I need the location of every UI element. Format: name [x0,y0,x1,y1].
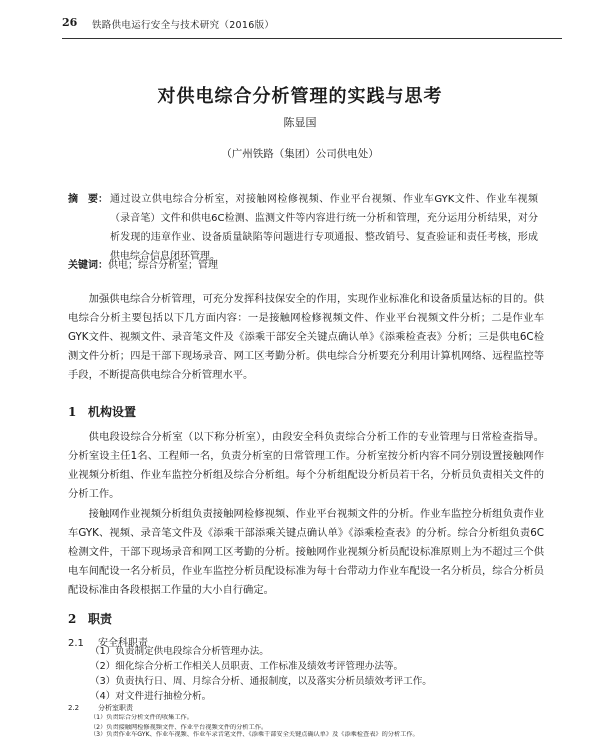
section-heading [68,610,112,627]
section-title: 职责 [88,612,113,626]
list-item: （2）负责接触网检修视频文件、作业平台视频文件的分析工作。 [90,724,268,731]
subsection-number: 2.1 [68,638,84,649]
keywords-label: 关键词： [68,260,108,271]
list-item: （1）负责综合分析文件的收集工作。 [90,714,193,721]
list-item: （4）对文件进行抽检分析。 [90,691,212,702]
abstract [68,190,538,266]
author-name: 陈显国 [283,116,317,129]
intro-paragraph: 加强供电综合分析管理，可充分发挥科技保安全的作用，实现作业标准化和设备质量达标的目的。供电综合分析主要包括以下几方面内容：一是接触网检修视频文件、作业平台视频文件分析；二是作业车GYK文件、视频文件、录音笔文件及《添乘干部安全关键点确认单》《添乘检查表》分析；三是供电6C检测文件分析；四是干部下现场录音、网工区考勤分析。供电综合分析要充分利用计算机网络、远程监控等手段，不断提高供电综合分析管理水平。 [68,293,544,381]
list-item: （3）负责作业车GYK、作业车视频、作业车录音笔文件、《添乘干部安全关键点确认单》及《添乘检查表》的分析工作。 [90,731,419,738]
section-number: 2 [68,612,77,626]
keywords [68,256,538,271]
subsection-title: 分析室职责 [98,704,133,712]
running-title: 铁路供电运行安全与技术研究（2016版） [92,20,275,31]
abstract-label: 摘 要： [68,194,108,205]
abstract-text: 通过设立供电综合分析室，对接触网检修视频、作业平台视频、作业车GYK文件、作业车视频（录音笔）文件和供电6C检测、监测文件等内容进行统一分析和管理，充分运用分析结果，对分析发现的违章作业、设备质量缺陷等问题进行专项通报、整改销号、复查验证和责任考核，形成供电综合信息闭环管理。 [110,194,538,262]
subsection-number: 2.2 [68,704,80,712]
page-number: 26 [62,16,78,29]
author-affiliation: （广州铁路（集团）公司供电处） [221,148,379,160]
body-paragraph: 供电段设综合分析室（以下称分析室），由段安全科负责综合分析工作的专业管理与日常检查指导。分析室设主任1名、工程师一名，负责分析室的日常管理工作。分析室按分析内容不同分别设置接触网作业视频分析组、作业车监控分析组及综合分析组。每个分析组配设分析员若干名，分析员负责相关文件的分析工作。 [68,431,544,500]
subsection-title: 安全科职责 [98,638,148,649]
keywords-text: 供电；综合分析室；管理 [108,260,218,271]
subsection-heading [68,703,133,713]
article-title: 对供电综合分析管理的实践与思考 [157,86,443,107]
section-title: 机构设置 [88,405,137,419]
header-rule [62,38,562,39]
running-header [62,16,562,32]
section-heading [68,403,136,420]
list-item: （1）负责制定供电段综合分析管理办法。 [90,646,269,657]
list-item: （2）细化综合分析工作相关人员职责、工作标准及绩效考评管理办法等。 [90,661,404,672]
list-item: （3）负责执行日、周、月综合分析、通报制度，以及落实分析员绩效考评工作。 [90,676,432,687]
body-paragraph: 接触网作业视频分析组负责接触网检修视频、作业平台视频文件的分析。作业车监控分析组负责作业车GYK、视频、录音笔文件及《添乘干部添乘关键点确认单》《添乘检查表》的分析。综合分析组负责6C检测文件，干部下现场录音和网工区考勤的分析。接触网作业视频分析员配设标准原则上为不超过三个供电车间配设一名分析员，作业车监控分析员配设标准为每十台带动力作业车配设一名分析员，综合分析员配设标准由各段根据工作量的大小自行确定。 [68,508,544,596]
section-number: 1 [68,405,77,419]
